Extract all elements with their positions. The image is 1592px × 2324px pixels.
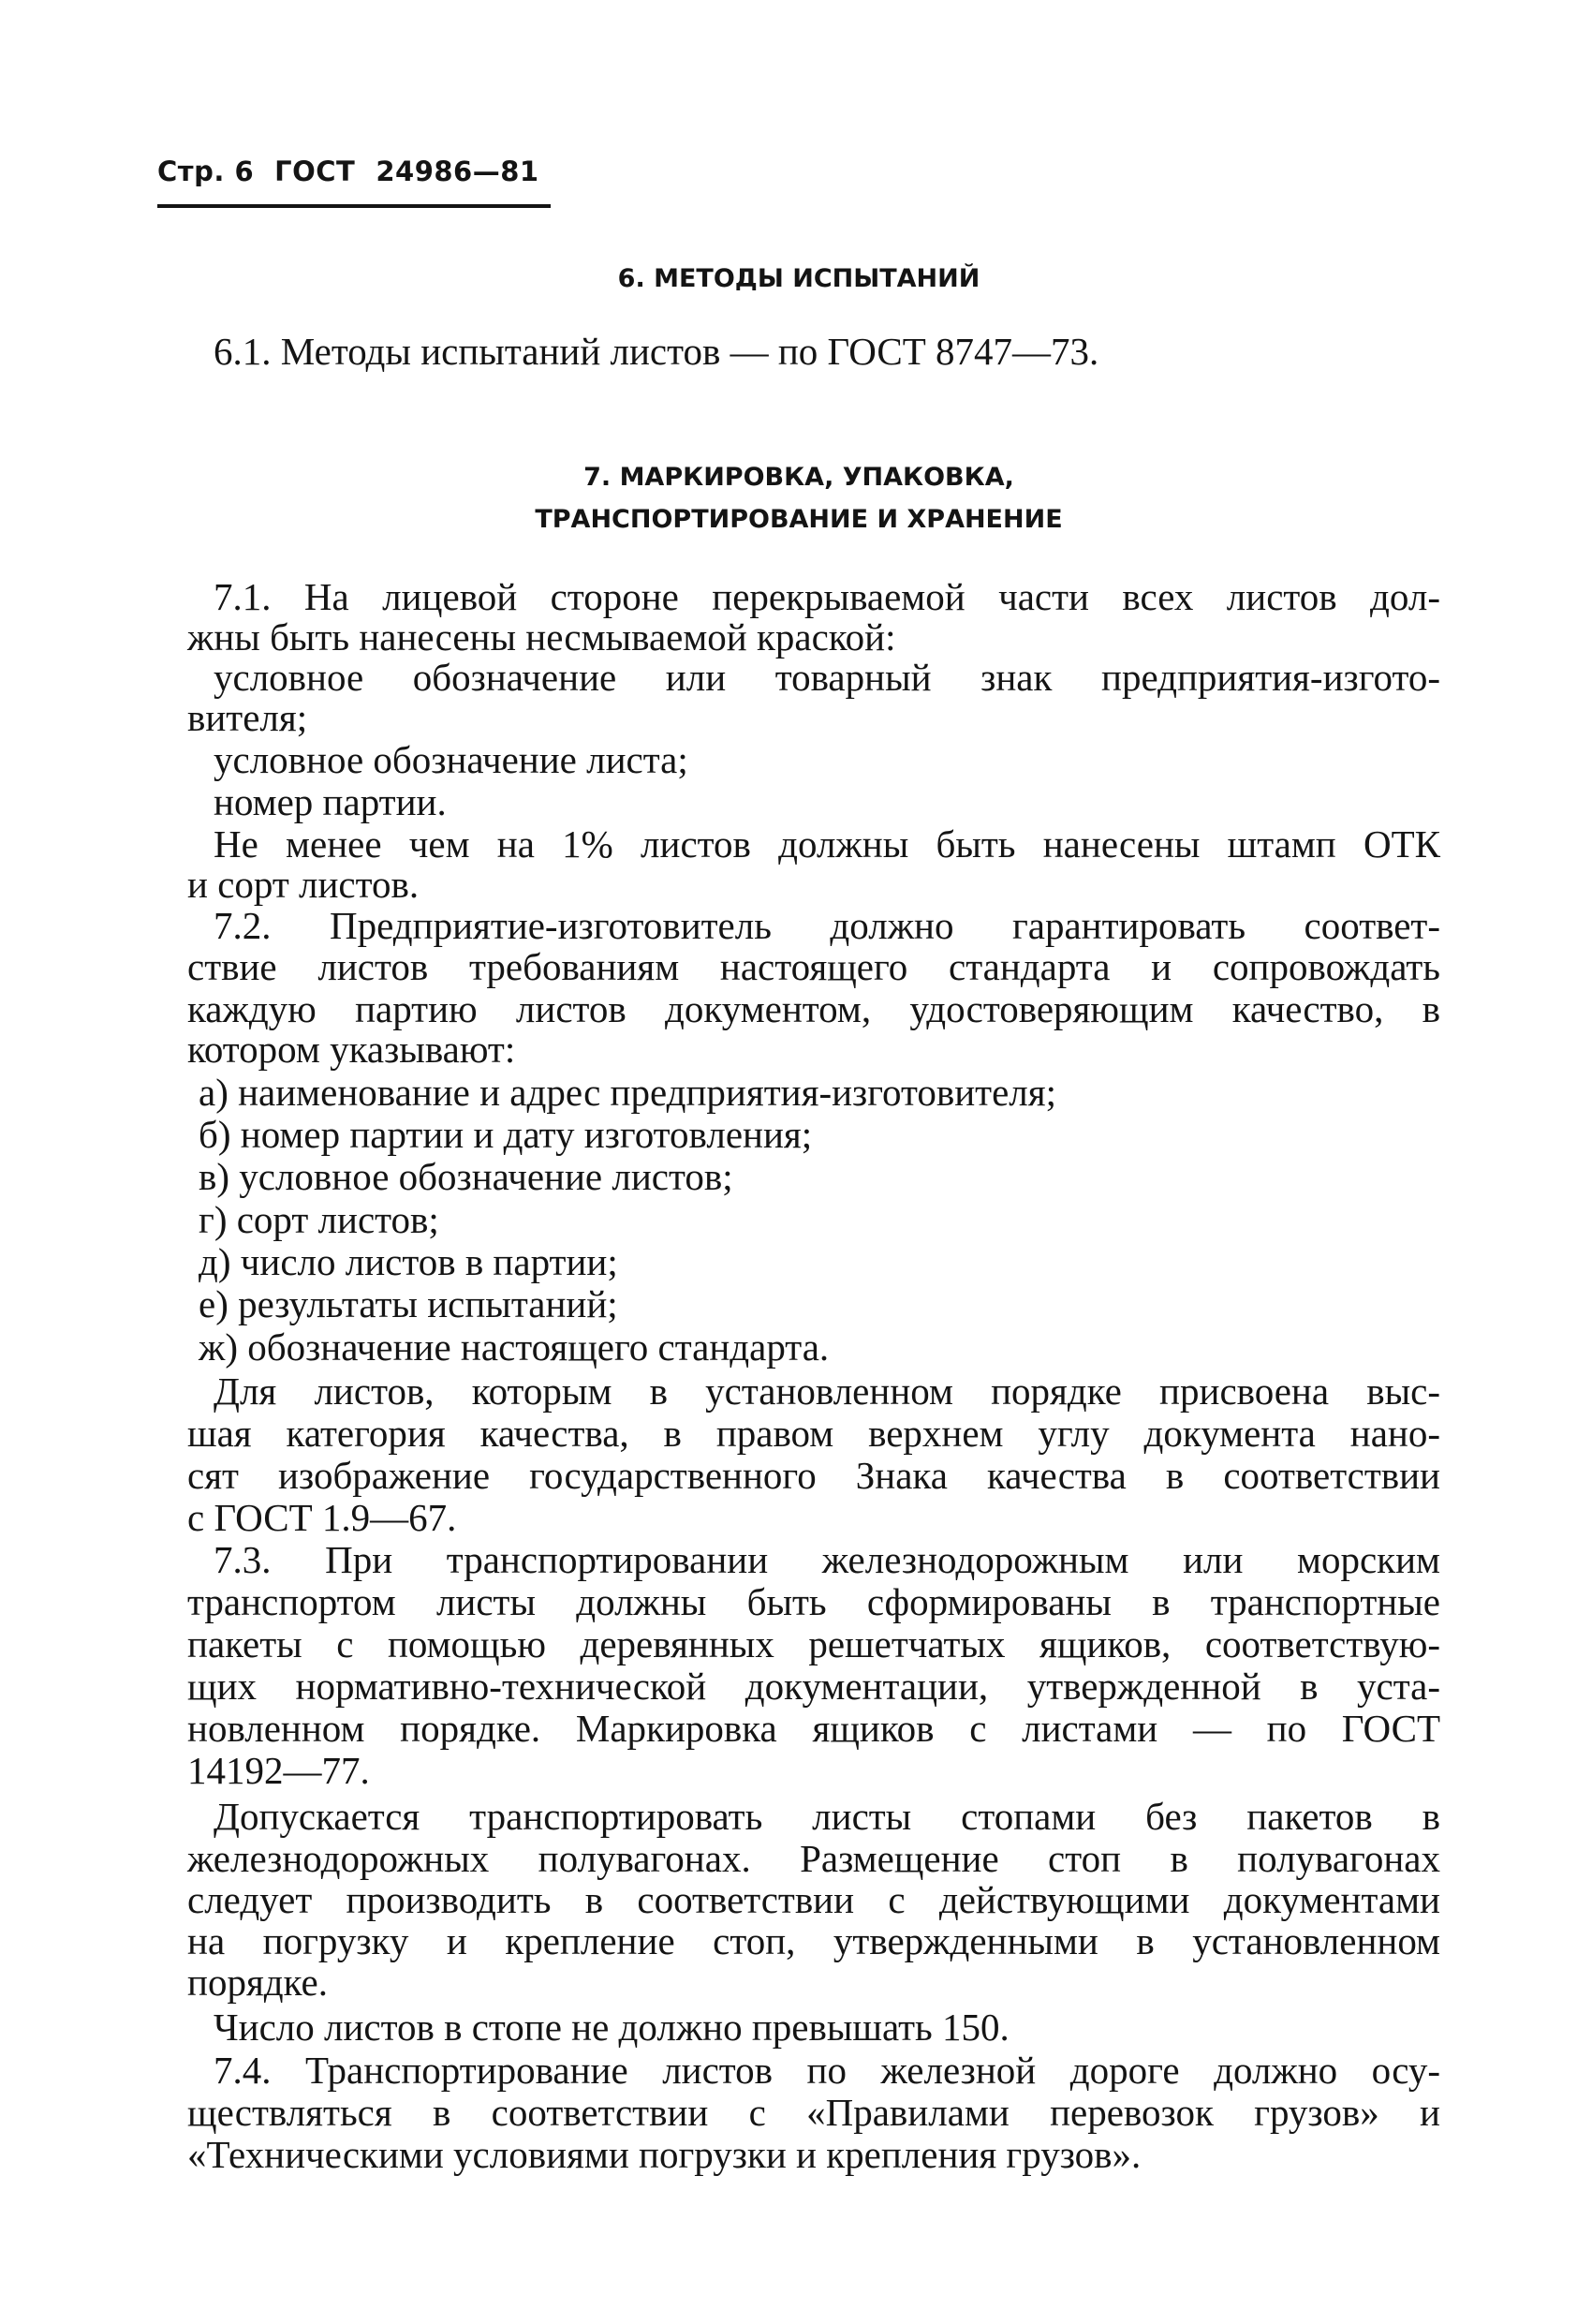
standard-label: ГОСТ (274, 155, 356, 187)
text-line: Допускается транспортировать листы стопами без пакетов в (214, 1795, 1440, 1838)
running-header (157, 155, 560, 187)
text-line: ществляться в соответствии с «Правилами перевозок грузов» и (187, 2091, 1440, 2134)
text-line: вителя; (187, 696, 308, 739)
text-line: каждую партию листов документом, удостоверяющим качество, в (187, 987, 1440, 1030)
text-line: новленном порядке. Маркировка ящиков с листами — по ГОСТ (187, 1707, 1440, 1750)
text-line: ствие листов требованиям настоящего стандарта и сопровождать (187, 945, 1440, 988)
text-line: следует производить в соответствии с действующими документами (187, 1878, 1440, 1921)
page-label: Стр. 6 (157, 155, 255, 187)
list-item: е) результаты испытаний; (199, 1282, 618, 1325)
text-line: жны быть нанесены несмываемой краской: (187, 615, 896, 659)
text-line: с ГОСТ 1.9—67. (187, 1496, 457, 1539)
text-line: транспортом листы должны быть сформированы в транспортные (187, 1580, 1440, 1623)
text-line: номер партии. (214, 780, 447, 823)
list-item: в) условное обозначение листов; (199, 1155, 733, 1198)
text-line: Число листов в стопе не должно превышать 150. (214, 2006, 1010, 2049)
text-line: железнодорожных полувагонах. Размещение стоп в полувагонах (187, 1837, 1440, 1880)
list-item: д) число листов в партии; (199, 1240, 618, 1283)
text-line: 7.3. При транспортировании железнодорожным или морским (214, 1538, 1440, 1581)
section-7-title-line-1: 7. МАРКИРОВКА, УПАКОВКА, (583, 463, 1014, 492)
text-line: условное обозначение листа; (214, 738, 688, 781)
list-item: ж) обозначение настоящего стандарта. (199, 1325, 830, 1369)
text-line: пакеты с помощью деревянных решетчатых ящиков, соответствую- (187, 1622, 1440, 1665)
section-6-title: 6. МЕТОДЫ ИСПЫТАНИЙ (617, 264, 980, 293)
text-line: порядке. (187, 1961, 329, 2004)
text-line: «Техническими условиями погрузки и крепления грузов». (187, 2133, 1142, 2176)
text-line: щих нормативно-технической документации, утвержденной в уста- (187, 1665, 1440, 1708)
list-item: а) наименование и адрес предприятия-изготовителя; (199, 1071, 1056, 1114)
section-7-title-line-2: ТРАНСПОРТИРОВАНИЕ И ХРАНЕНИЕ (535, 505, 1063, 534)
text-line: Не менее чем на 1% листов должны быть нанесены штамп ОТК (214, 822, 1440, 866)
text-line: котором указывают: (187, 1028, 516, 1071)
header-rule (157, 204, 551, 208)
text-line: на погрузку и крепление стоп, утвержденными в установленном (187, 1919, 1440, 1962)
text-line: Для листов, которым в установленном порядке присвоена выс- (214, 1369, 1440, 1413)
text-line: 14192—77. (187, 1749, 370, 1792)
text-line: сят изображение государственного Знака качества в соответствии (187, 1454, 1440, 1497)
standard-number: 24986—81 (376, 155, 539, 187)
text-line: 7.2. Предприятие-изготовитель должно гарантировать соответ- (214, 904, 1440, 947)
text-line: 7.4. Транспортирование листов по железной дороге должно осу- (214, 2049, 1440, 2092)
text-line: 7.1. На лицевой стороне перекрываемой части всех листов дол- (214, 575, 1440, 618)
text-line: условное обозначение или товарный знак предприятия-изгото- (214, 656, 1440, 699)
text-line: шая категория качества, в правом верхнем углу документа нано- (187, 1412, 1440, 1455)
list-item: г) сорт листов; (199, 1198, 439, 1241)
text-line: и сорт листов. (187, 863, 420, 906)
list-item: б) номер партии и дату изготовления; (199, 1113, 813, 1156)
paragraph-6-1: 6.1. Методы испытаний листов — по ГОСТ 8747—73. (214, 330, 1099, 373)
